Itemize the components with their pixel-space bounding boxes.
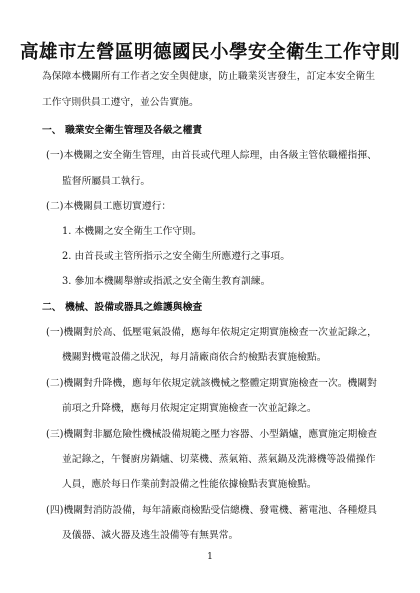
section-heading: 一、 職業安全衛生管理及各級之權責 (42, 125, 203, 136)
paragraph-line: (二)本機關員工應切實遵行： (46, 201, 172, 212)
paragraph-line: 及儀器、滅火器及逃生設備等有無異常。 (62, 530, 239, 541)
paragraph-line: (一)本機關之安全衛生管理，由首長或代理人綜理，由各級主管依職權指揮、 (46, 150, 377, 161)
list-item: 3. 參加本機關舉辦或指派之安全衛生教育訓練。 (62, 276, 271, 287)
paragraph-line: 人員，應於每日作業前對設備之性能依據檢點表實施檢點。 (62, 479, 317, 490)
paragraph-line: (二)機關對升降機，應每年依規定就該機械之整體定期實施檢查一次。機關對 (46, 378, 377, 389)
paragraph-line: 前項之升降機，應每月依規定定期實施檢查一次並記錄之。 (62, 403, 317, 414)
list-item: 2. 由首長或主管所指示之安全衛生所應遵行之事項。 (62, 251, 290, 262)
page-number: 1 (207, 552, 213, 562)
intro-line: 為保障本機關所有工作者之安全與健康，防止職業災害發生，訂定本安全衛生 (42, 71, 376, 82)
intro-line: 工作守則供員工遵守，並公告實施。 (42, 97, 199, 108)
paragraph-line: (一)機關對於高、低壓電氣設備，應每年依規定定期實施檢查一次並記錄之， (46, 327, 377, 338)
paragraph-line: 並記錄之，午餐廚房鍋爐、切菜機、蒸氣箱、蒸氣鍋及洗滌機等設備操作 (62, 454, 376, 465)
section-heading: 二、 機械、設備或器具之維護與檢查 (42, 302, 203, 313)
list-item: 1. 本機關之安全衛生工作守則。 (62, 226, 202, 237)
document-title: 高雄市左營區明德國民小學安全衛生工作守則 (19, 42, 400, 63)
paragraph-line: 機關對機電設備之狀況，每月請廠商依合約檢點表實施檢點。 (62, 352, 327, 363)
paragraph-line: (三)機關對非屬危險性機械設備規範之壓力容器、小型鍋爐，應實施定期檢查 (46, 429, 377, 440)
paragraph-line: (四)機關對消防設備，每年請廠商檢點受信總機、發電機、蓄電池、各種燈具 (46, 505, 377, 516)
paragraph-line: 監督所屬員工執行。 (62, 176, 151, 187)
